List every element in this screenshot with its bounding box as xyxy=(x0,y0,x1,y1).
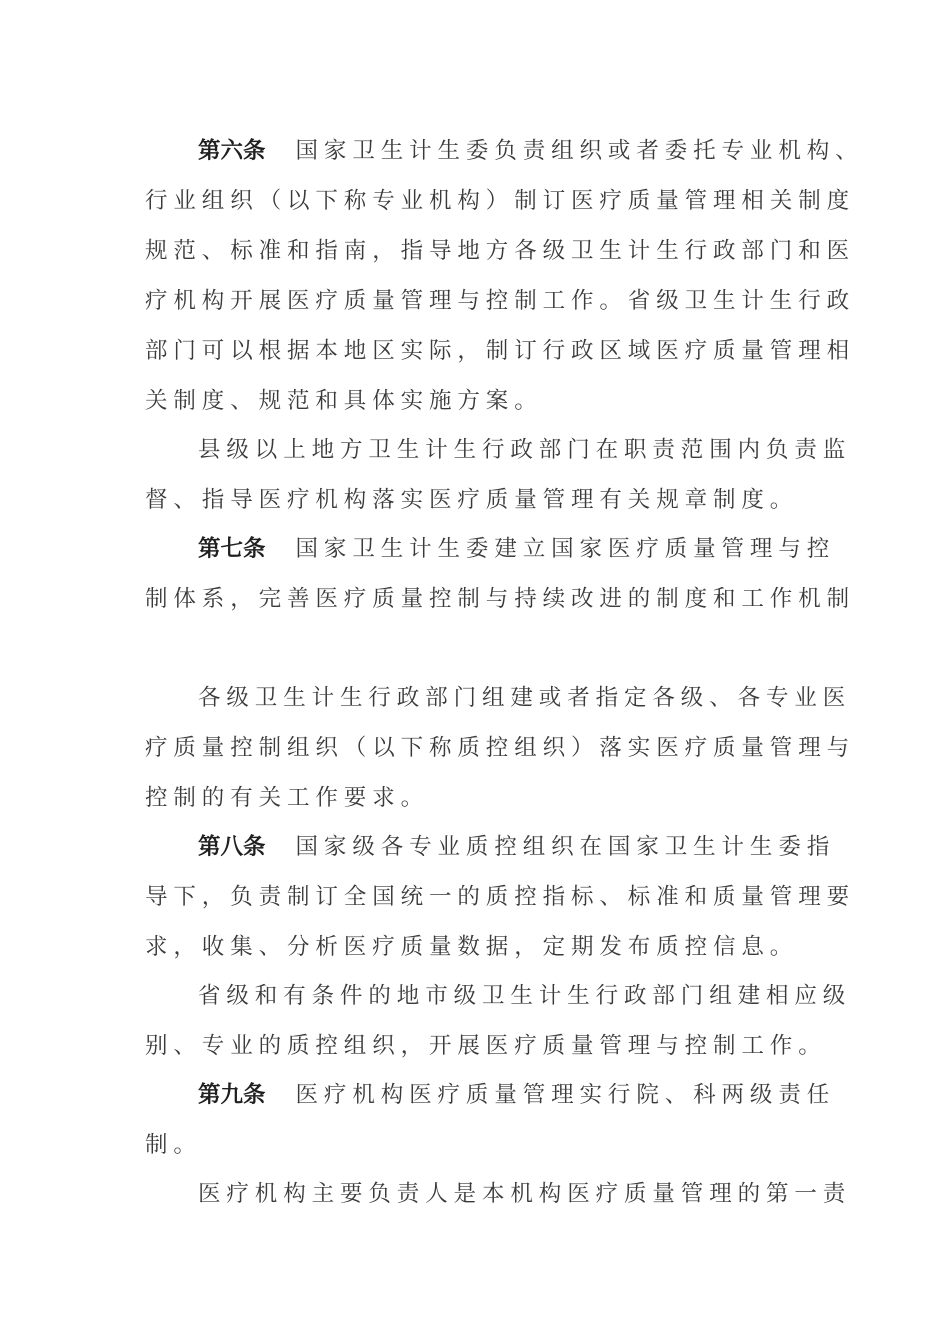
paragraph-levels-line-3: 控制的有关工作要求。 xyxy=(145,785,430,811)
article-7-text: 国家卫生计生委建立国家医疗质量管理与控 xyxy=(295,536,836,562)
article-6-text: 国家卫生计生委负责组织或者委托专业机构、 xyxy=(295,138,864,164)
paragraph-county-line-2: 督、指导医疗机构落实医疗质量管理有关规章制度。 xyxy=(145,487,799,513)
article-8-line-1 xyxy=(198,827,836,867)
article-9-text: 医疗机构医疗质量管理实行院、科两级责任 xyxy=(295,1082,836,1108)
article-7-line-1 xyxy=(198,529,836,569)
article-9-line-2: 制。 xyxy=(145,1132,202,1158)
article-6-heading: 第六条 xyxy=(198,138,266,164)
article-8-text: 国家级各专业质控组织在国家卫生计生委指 xyxy=(295,834,836,860)
article-9-line-1 xyxy=(198,1075,836,1115)
paragraph-county-line-1: 县级以上地方卫生计生行政部门在职责范围内负责监 xyxy=(198,437,852,463)
article-6-line-1 xyxy=(198,131,864,171)
paragraph-levels-line-1: 各级卫生计生行政部门组建或者指定各级、各专业医 xyxy=(198,685,852,711)
article-8-heading: 第八条 xyxy=(198,834,266,860)
paragraph-provincial-line-2: 别、专业的质控组织，开展医疗质量管理与控制工作。 xyxy=(145,1033,827,1059)
paragraph-levels-line-2: 疗质量控制组织（以下称质控组织）落实医疗质量管理与 xyxy=(145,735,856,761)
paragraph-responsible-line-1: 医疗机构主要负责人是本机构医疗质量管理的第一责 xyxy=(198,1181,852,1207)
article-6-line-6: 关制度、规范和具体实施方案。 xyxy=(145,388,543,414)
article-6-line-4: 疗机构开展医疗质量管理与控制工作。省级卫生计生行政 xyxy=(145,288,856,314)
article-8-line-3: 求，收集、分析医疗质量数据，定期发布质控信息。 xyxy=(145,934,799,960)
article-6-line-2: 行业组织（以下称专业机构）制订医疗质量管理相关制度 xyxy=(145,188,856,214)
article-6-line-5: 部门可以根据本地区实际，制订行政区域医疗质量管理相 xyxy=(145,338,856,364)
article-7-heading: 第七条 xyxy=(198,536,266,562)
article-9-heading: 第九条 xyxy=(198,1082,266,1108)
article-8-line-2: 导下，负责制订全国统一的质控指标、标准和质量管理要 xyxy=(145,884,856,910)
paragraph-provincial-line-1: 省级和有条件的地市级卫生计生行政部门组建相应级 xyxy=(198,983,852,1009)
article-7-line-2: 制体系，完善医疗质量控制与持续改进的制度和工作机制 xyxy=(145,586,856,612)
article-6-line-3: 规范、标准和指南，指导地方各级卫生计生行政部门和医 xyxy=(145,238,856,264)
